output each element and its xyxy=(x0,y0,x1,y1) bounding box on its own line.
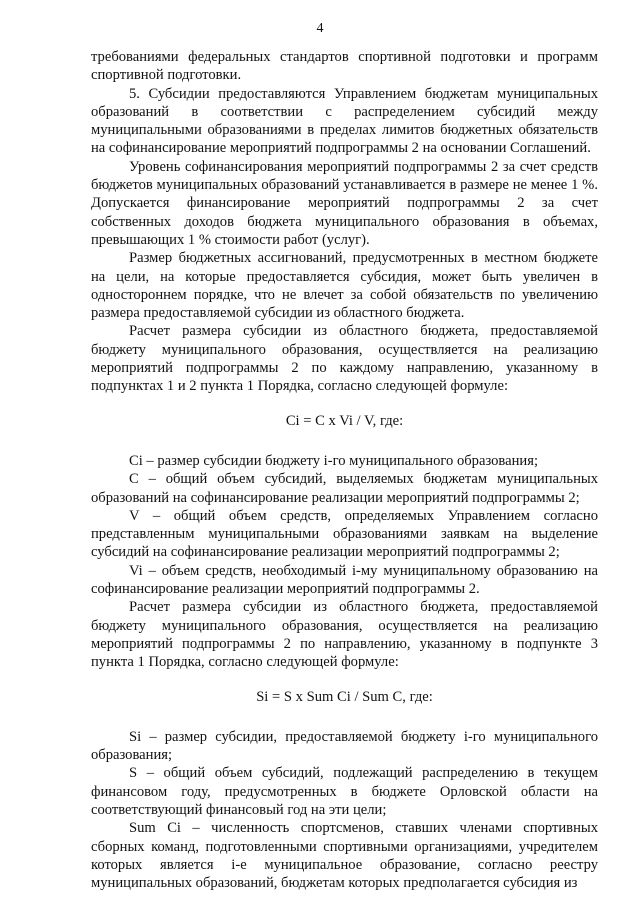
formula-si: Si = S x Sum Ci / Sum C, где: xyxy=(256,688,433,705)
definition-ci: Ci – размер субсидии бюджету i-го муниципального образования; xyxy=(129,452,538,469)
definition-vi: Vi – объем средств, необходимый i-му муниципальному образованию на софинансирование реализации мероприятий подпрограммы 2. xyxy=(91,562,598,598)
definition-si: Si – размер субсидии, предоставляемой бюджету i-го муниципального образования; xyxy=(91,728,598,764)
definition-s: S – общий объем субсидий, подлежащий распределению в текущем финансовом году, предусмотренных в бюджете Орловской области на соответствующий финансовый год на эти цели; xyxy=(91,765,598,818)
paragraph-item-5: 5. Субсидии предоставляются Управлением бюджетам муниципальных образований в соответствии с распределением субсидий между муниципальными образованиями в пределах лимитов бюджетных обязательств на софинансирование мероприятий подпрограммы 2 на основании Соглашений. xyxy=(91,85,598,157)
paragraph-calculation-1: Расчет размера субсидии из областного бюджета, предоставляемой бюджету муниципального образования, осуществляется на реализацию мероприятий подпрограммы 2 по каждому направлению, указанному в подпунктах 1 и 2 пункта 1 Порядка, согласно следующей формуле: xyxy=(91,323,598,395)
definition-sum-ci: Sum Ci – численность спортсменов, ставших членами спортивных сборных команд, подготовленными спортивными организациями, учредителем которых является i-е муниципальное образование, согласно реестру муниципальных образований, бюджетам которых предполагается субсидия из xyxy=(91,820,598,892)
document-body xyxy=(91,48,598,892)
paragraph-budget-allocations: Размер бюджетных ассигнований, предусмотренных в местном бюджете на цели, на которые предоставляется субсидия, может быть увеличен в одностороннем порядке, что не влечет за собой обязательств по увеличению размера предоставляемой субсидии из областного бюджета. xyxy=(91,250,598,322)
paragraph-calculation-2: Расчет размера субсидии из областного бюджета, предоставляемой бюджету муниципального образования, осуществляется на реализацию мероприятий подпрограммы 2 по направлению, указанному в подпункте 3 пункта 1 Порядка, согласно следующей формуле: xyxy=(91,599,598,671)
definition-c: C – общий объем субсидий, выделяемых бюджетам муниципальных образований на софинансирование реализации мероприятий подпрограммы 2; xyxy=(91,471,598,506)
paragraph-continuation: требованиями федеральных стандартов спортивной подготовки и программ спортивной подготовки. xyxy=(91,49,598,84)
formula-ci: Ci = C x Vi / V, где: xyxy=(285,412,404,429)
definition-v: V – общий объем средств, определяемых Управлением согласно представленным муниципальными образованиями заявкам на выделение субсидий на софинансирование реализации мероприятий подпрограммы 2; xyxy=(91,507,598,561)
paragraph-cofinancing-level: Уровень софинансирования мероприятий подпрограммы 2 за счет средств бюджетов муниципальных образований устанавливается в размере не менее 1 %. Допускается финансирование мероприятий подпрограммы 2 за счет собственных доходов бюджета муниципального образования в объемах, превышающих 1 % стоимости работ (услуг). xyxy=(91,158,598,248)
page-number: 4 xyxy=(316,21,324,36)
